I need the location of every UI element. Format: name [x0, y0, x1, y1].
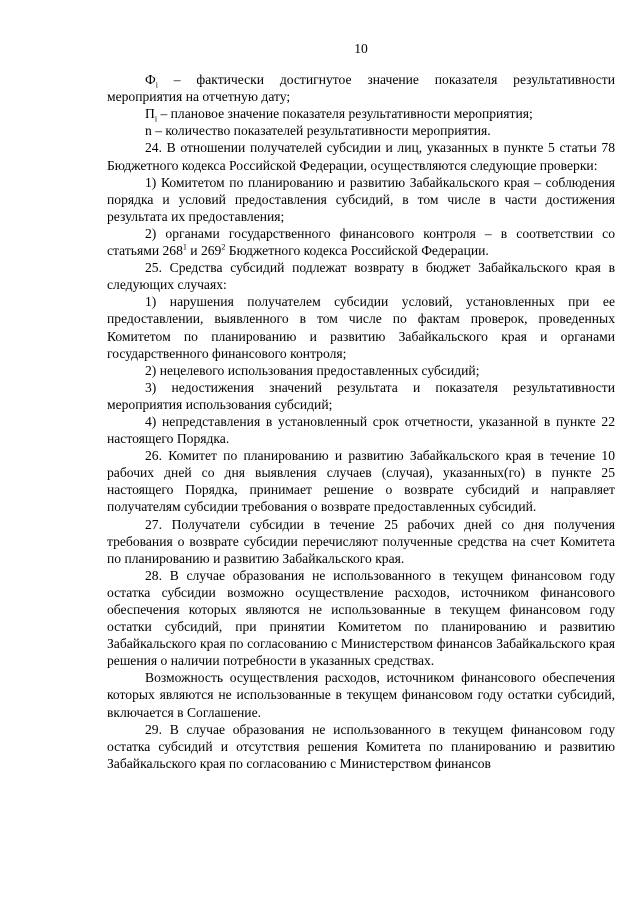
fi-symbol: Ф	[145, 72, 156, 88]
p24-2-sup-1: 1	[182, 242, 187, 252]
page-number: 10	[354, 41, 368, 56]
pi-subscript: i	[154, 115, 158, 124]
fi-subscript: i	[155, 80, 158, 90]
paragraph-25-4: 4) непредставления в установленный срок отчетности, указанной в пункте 22 настоящего Порядка.	[107, 413, 615, 447]
p24-2-sup-2: 2	[221, 242, 226, 252]
p24-2-text-b: и 269	[186, 243, 222, 259]
paragraph-n: n – количество показателей результативности мероприятия.	[145, 123, 491, 139]
paragraph-24-2	[107, 225, 615, 259]
fi-text: – фактически достигнутое значение показателя результативности мероприятия на отчетную дату;	[107, 72, 615, 105]
paragraph-27: 27. Получатели субсидии в течение 25 рабочих дней со дня получения требования о возврате субсидии перечисляют полученные средства на счет Комитета по планированию и развитию Забайкальского края.	[107, 516, 615, 566]
pi-text: – плановое значение показателя результативности мероприятия;	[157, 106, 533, 122]
paragraph-24-1: 1) Комитетом по планированию и развитию Забайкальского края – соблюдения порядка и условий предоставления субсидий, в том числе в части достижения результата их предоставления;	[107, 174, 615, 224]
paragraph-25-1: 1) нарушения получателем субсидии условий, установленных при ее предоставлении, выявленного в том числе по фактам проверок, проведенных Комитетом по планированию и развитию Забайкальского края и органами государственного финансового контроля;	[107, 294, 615, 361]
paragraph-28-cont: Возможность осуществления расходов, источником финансового обеспечения которых являются не использованные в текущем финансовом году остатки субсидий, включается в Соглашение.	[107, 670, 615, 720]
paragraph-fi	[107, 71, 615, 105]
pi-symbol: П	[145, 106, 155, 122]
paragraph-24: 24. В отношении получателей субсидии и лиц, указанных в пункте 5 статьи 78 Бюджетного кодекса Российской Федерации, осуществляются следующие проверки:	[107, 140, 615, 173]
paragraph-29: 29. В случае образования не использованного в текущем финансовом году остатка субсидий и отсутствия решения Комитета по планированию и развитию Забайкальского края по согласованию с Министерством финансов	[107, 721, 615, 771]
paragraph-25: 25. Средства субсидий подлежат возврату в бюджет Забайкальского края в следующих случаях:	[107, 260, 615, 293]
paragraph-26: 26. Комитет по планированию и развитию Забайкальского края в течение 10 рабочих дней со дня выявления случаев (случая), указанных(го) в пункте 25 настоящего Порядка, принимает решение о возврате субсидий и направляет получателям субсидии требования о возврате предоставленных субсидий.	[107, 448, 615, 515]
paragraph-25-3: 3) недостижения значений результата и показателя результативности мероприятия использования субсидий;	[107, 379, 615, 412]
paragraph-28: 28. В случае образования не использованного в текущем финансовом году остатка субсидии возможно осуществление расходов, источником финансового обеспечения которых являются не использованные в текущем финансовом году остатки субсидий, при принятии Комитетом по планированию и развитию Забайкальского края по согласованию с Министерством финансов Забайкальского края решения о наличии потребности в указанных средствах.	[107, 567, 615, 669]
paragraph-pi	[107, 105, 615, 122]
p24-2-text-a: 2) органами государственного финансового контроля – в соответствии со статьями 268	[107, 225, 615, 259]
p24-2-text-c: Бюджетного кодекса Российской Федерации.	[225, 243, 489, 259]
paragraph-25-2: 2) нецелевого использования предоставленных субсидий;	[145, 362, 480, 378]
